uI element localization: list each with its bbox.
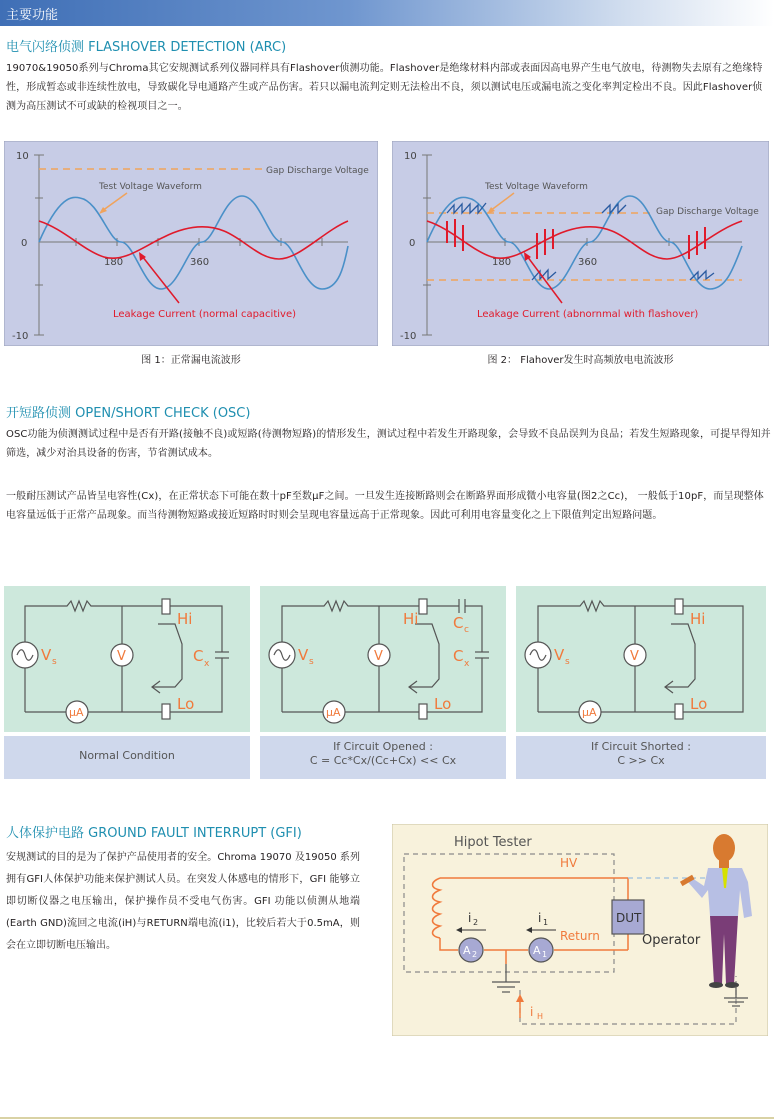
osc-heading: 开短路侦测 OPEN/SHORT CHECK (OSC) [6, 406, 251, 421]
svg-text:Return: Return [560, 929, 600, 943]
svg-text:180: 180 [492, 257, 512, 268]
svg-text:HV: HV [560, 856, 578, 870]
svg-text:A: A [463, 944, 471, 957]
circuit-opened [260, 586, 506, 732]
gfi-heading: 人体保护电路 GROUND FAULT INTERRUPT (GFI) [6, 826, 302, 841]
circuit-shorted-box: If Circuit Shorted : C >> Cx [516, 736, 766, 779]
svg-text:Lo: Lo [434, 695, 452, 713]
svg-text:s: s [565, 657, 570, 667]
svg-text:x: x [204, 659, 210, 669]
svg-text:V: V [374, 649, 383, 664]
svg-text:Operator: Operator [642, 933, 701, 948]
svg-text:V: V [298, 646, 309, 664]
osc-paragraph-2: 一般耐压测试产品皆呈电容性(Cx)，在正常状态下可能在数十pF至数μF之间。一旦发生连接断路则会在断路界面形成微小电容量(图2之Cc)， 一般低于10pF，而呈现整体电容量远低于正常产品现象。而当待测物短路或接近短路时时则会呈现电容量远高于正常现象。因此可利用电容量变化之上下限值判定出短路问题。 [6, 491, 764, 521]
svg-text:V: V [41, 646, 52, 664]
section-header-title: 主要功能 [6, 8, 59, 23]
svg-text:C: C [453, 647, 464, 665]
arc-paragraph: 19070&19050系列与Chroma其它安规测试系列仪器同样具有Flashover侦测功能。Flashover是绝缘材料内部或表面因高电界产生电气放电，待测物失去原有之绝缘特性，形成暂态或非连续性放电，导致碳化导电通路产生或产品伤害。若只以漏电流判定则无法检出不良，须以测试电压或漏电流之变化率判定检出不良。因此Flashover侦测为高压测试不可或缺的检视项目之一。 [6, 63, 763, 112]
svg-text:C: C [193, 647, 204, 665]
svg-text:V: V [117, 649, 126, 664]
chart2-caption: 图 2： Flahover发生时高频放电电流波形 [487, 355, 674, 366]
svg-text:-10: -10 [400, 331, 417, 342]
x-tick-360: 360 [190, 257, 210, 268]
svg-text:2: 2 [472, 950, 478, 959]
section-header-bar [0, 0, 774, 26]
test-voltage-label: Test Voltage Waveform [99, 182, 202, 192]
gfi-paragraph: 安规测试的目的是为了保护产品使用者的安全。Chroma 19070 及19050 系列拥有GFI人体保护功能来保护测试人员。在突发人体感电的情形下，GFI 能够立即切断仪器之电压输出，保护操作员不受电气伤害。GFI 功能以侦测从地端(Earth GND)流回之电流(iH)与RETURN端电流(i1)，比较后若大于0.5mA，则会在立即切断电压输出。 [6, 852, 360, 951]
x-tick-180: 180 [104, 257, 124, 268]
chart-flashover-leakage [392, 141, 769, 346]
svg-text:C: C [453, 614, 464, 632]
osc-circuit-diagrams [0, 584, 774, 734]
svg-text:Lo: Lo [690, 695, 708, 713]
y-tick-bottom: -10 [12, 331, 29, 342]
svg-text:Leakage Current (abnornmal wit: Leakage Current (abnornmal with flashover) [477, 309, 699, 320]
svg-text:V: V [554, 646, 565, 664]
svg-text:360: 360 [578, 257, 598, 268]
svg-text:DUT: DUT [616, 911, 642, 925]
svg-text:H: H [537, 1012, 544, 1021]
svg-text:s: s [309, 657, 314, 667]
svg-text:2: 2 [473, 918, 479, 927]
osc-paragraph-1: OSC功能为侦测测试过程中是否有开路(接触不良)或短路(待测物短路)的情形发生，测试过程中若发生开路现象，会导致不良品误判为良品；若发生短路现象，可提早得知并筛选，减少对治具设备的伤害，节省测试成本。 [6, 429, 771, 459]
svg-text:Hi: Hi [177, 610, 193, 628]
svg-text:i: i [530, 1005, 534, 1019]
chart-normal-leakage [4, 141, 378, 346]
circuit-opened-box: If Circuit Opened : C = Cc*Cx/(Cc+Cx) << Cx [260, 736, 506, 779]
chart1-caption: 图 1：正常漏电流波形 [141, 355, 241, 366]
arc-heading: 电气闪络侦测 FLASHOVER DETECTION (ARC) [6, 40, 287, 55]
svg-text:Hi: Hi [403, 610, 419, 628]
svg-text:μA: μA [582, 706, 597, 719]
svg-text:s: s [52, 657, 57, 667]
svg-text:1: 1 [543, 918, 549, 927]
circuit-shorted [516, 586, 766, 732]
svg-text:μA: μA [69, 706, 84, 719]
svg-text:A: A [533, 944, 541, 957]
y-tick-zero: 0 [21, 238, 28, 249]
y-tick-top: 10 [16, 151, 29, 162]
gfi-diagram [392, 824, 768, 1036]
svg-text:0: 0 [409, 238, 416, 249]
svg-text:μA: μA [326, 706, 341, 719]
svg-text:Gap Discharge Voltage: Gap Discharge Voltage [656, 207, 759, 217]
gap-voltage-label: Gap Discharge Voltage [266, 166, 369, 176]
leakage-current-label: Leakage Current (normal capacitive) [113, 309, 297, 320]
svg-text:1: 1 [542, 950, 548, 959]
svg-text:x: x [464, 659, 470, 669]
svg-text:i: i [468, 911, 472, 925]
svg-text:Hi: Hi [690, 610, 706, 628]
svg-text:Lo: Lo [177, 695, 195, 713]
svg-text:10: 10 [404, 151, 417, 162]
svg-text:c: c [464, 625, 469, 635]
svg-text:V: V [630, 649, 639, 664]
svg-text:Hipot Tester: Hipot Tester [454, 835, 532, 850]
svg-text:i: i [538, 911, 542, 925]
svg-text:Test Voltage Waveform: Test Voltage Waveform [485, 182, 588, 192]
circuit-normal [4, 586, 250, 732]
normal-condition-box: Normal Condition [4, 736, 250, 779]
